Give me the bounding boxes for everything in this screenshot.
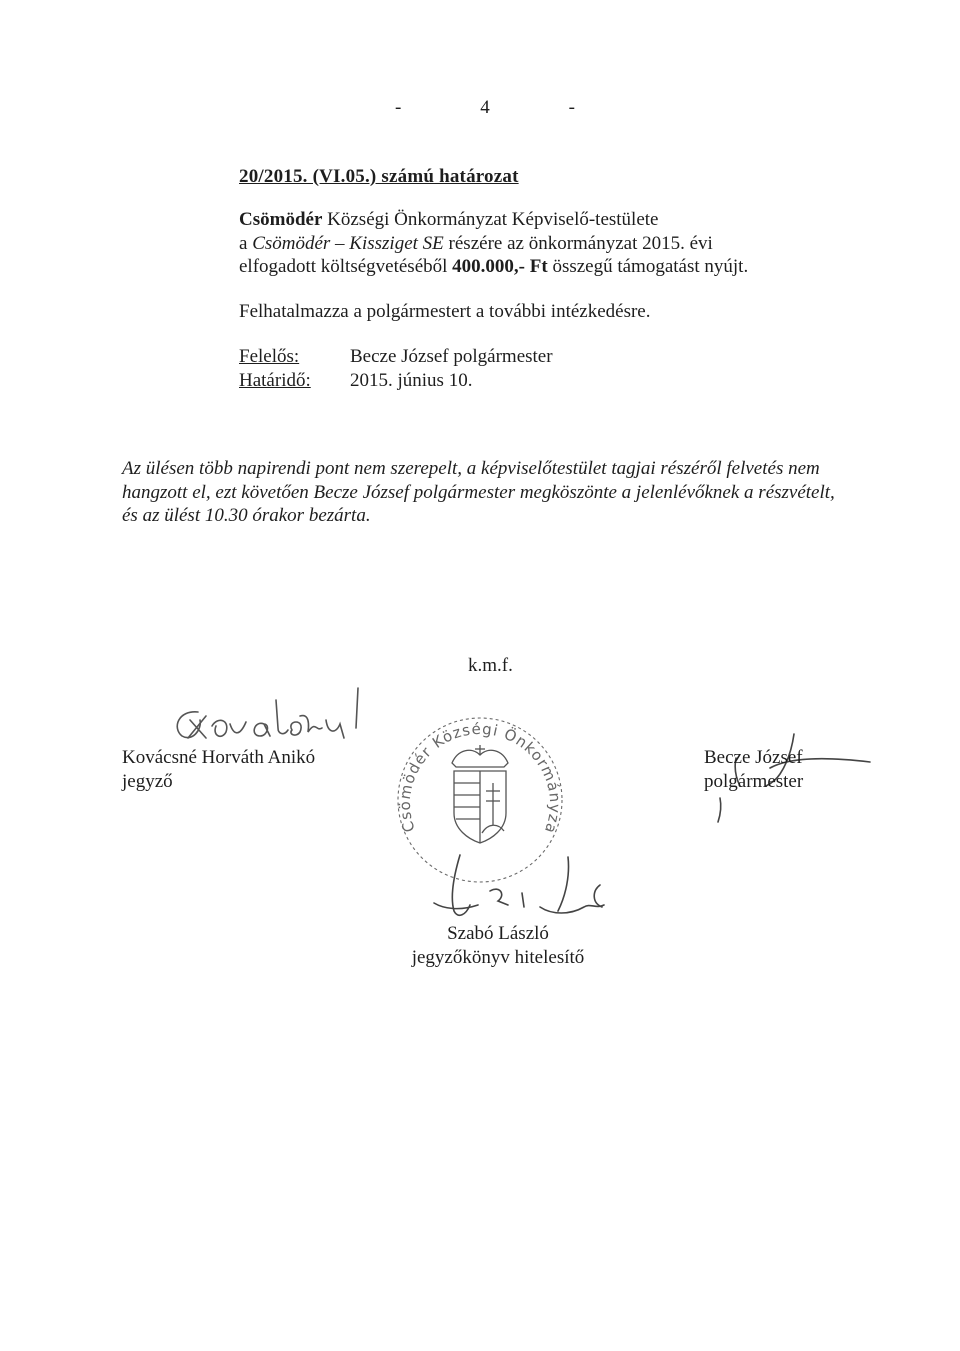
resolution-line-3-b: összegű támogatást nyújt. <box>547 256 749 277</box>
deadline-row <box>239 369 553 393</box>
middle-signature <box>420 845 620 925</box>
authorization-text: Felhatalmazza a polgármestert a további intézkedésre. <box>239 301 651 322</box>
amount: 400.000,- Ft <box>452 256 548 277</box>
page-dash-right: - <box>568 97 575 118</box>
coat-of-arms-icon <box>452 745 508 843</box>
page-dash-left: - <box>395 97 402 118</box>
stamp-text: Csömödér Községi Önkormányzat Képviselő-testülete <box>374 691 565 837</box>
left-signature <box>160 680 380 750</box>
middle-signatory-name: Szabó László <box>447 923 549 944</box>
left-signatory-name: Kovácsné Horváth Anikó <box>122 747 316 768</box>
middle-signatory-title: jegyzőkönyv hitelesítő <box>411 946 585 968</box>
page-number <box>395 97 575 119</box>
right-signatory <box>704 746 803 793</box>
resolution-line-3-a: elfogadott költségvetéséből <box>239 256 453 277</box>
deadline-value: 2015. június 10. <box>350 369 473 391</box>
responsible-row <box>239 345 553 369</box>
responsibility-block <box>239 345 553 392</box>
deadline-label: Határidő: <box>239 369 311 391</box>
responsible-value: Becze József polgármester <box>350 346 553 367</box>
closing-paragraph: Az ülésen több napirendi pont nem szerepelt, a képviselőtestület tagjai részéről felvetés nem hangzott el, ezt követően Becze József polgármester megköszönte a jelenlévőknek a részvételt, és az ülést 10.30 órakor bezárta. <box>122 458 835 526</box>
resolution-title: 20/2015. (VI.05.) számú határozat <box>239 166 519 187</box>
resolution-line-2-a: a <box>239 232 253 254</box>
responsible-label: Felelős: <box>239 346 300 367</box>
resolution-line-1 <box>239 208 759 232</box>
right-signatory-title: polgármester <box>704 770 804 792</box>
middle-signatory <box>406 922 590 969</box>
resolution-line-1-rest: Községi Önkormányzat Képviselő-testülete <box>322 209 659 230</box>
kmf-label: k.m.f. <box>468 655 513 676</box>
resolution-line-2-b: részére az önkormányzat 2015. évi <box>443 232 713 254</box>
resolution-line-3 <box>239 255 759 279</box>
club-name: Csömödér – Kissziget SE <box>252 232 444 254</box>
municipality-name: Csömödér <box>239 209 323 230</box>
resolution-body <box>239 208 759 279</box>
left-signatory-title: jegyző <box>122 770 173 792</box>
resolution-line-2 <box>239 232 759 256</box>
svg-text:Csömödér Községi Önkormányzat <box>375 691 564 837</box>
right-signatory-name: Becze József <box>704 747 803 768</box>
page-number-value: 4 <box>480 97 490 118</box>
left-signatory <box>122 746 315 793</box>
